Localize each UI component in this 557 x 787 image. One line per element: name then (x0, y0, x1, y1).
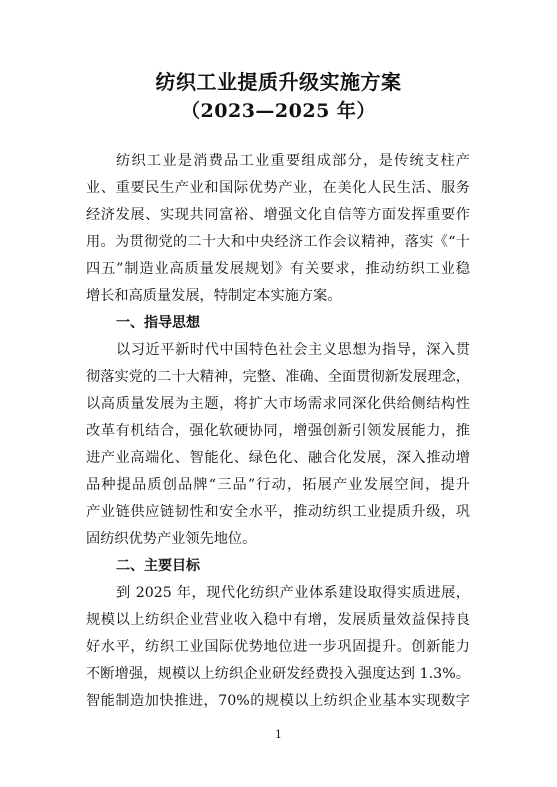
paragraph-line: 改革有机结合，强化软硬协同，增强创新引领发展能力，推 (86, 423, 470, 439)
paragraph-line: 好水平，纺织工业国际优势地位进一步巩固提升。创新能力 (86, 639, 470, 655)
paragraph-line: 纺织工业是消费品工业重要组成部分，是传统支柱产 (116, 153, 470, 169)
paragraph-line: 规模以上纺织企业营业收入稳中有增，发展质量效益保持良 (86, 612, 470, 628)
paragraph-line: 用。为贯彻党的二十大和中央经济工作会议精神，落实《“十 (86, 234, 470, 250)
paragraph-line: 四五”制造业高质量发展规划》有关要求，推动纺织工业稳 (86, 261, 470, 277)
paragraph-line: 增长和高质量发展，特制定本实施方案。 (86, 288, 342, 304)
paragraph-line: 品种提品质创品牌“三品”行动，拓展产业发展空间，提升 (86, 477, 470, 493)
paragraph-line: 固纺织优势产业领先地位。 (86, 531, 257, 547)
paragraph-line: 以高质量发展为主题，将扩大市场需求同深化供给侧结构性 (86, 396, 470, 412)
paragraph-line: 以习近平新时代中国特色社会主义思想为指导，深入贯 (116, 342, 470, 358)
paragraph-line: 产业链供应链韧性和安全水平，推动纺织工业提质升级，巩 (86, 504, 470, 520)
document-title: 纺织工业提质升级实施方案 (155, 70, 402, 94)
paragraph-line: 不断增强，规模以上纺织企业研发经费投入强度达到 1.3%。 (86, 666, 470, 682)
paragraph-line: 智能制造加快推进，70%的规模以上纺织企业基本实现数字 (86, 693, 470, 709)
paragraph-line: 经济发展、实现共同富裕、增强文化自信等方面发挥重要作 (86, 207, 470, 223)
page-number: 1 (275, 728, 282, 741)
section-heading: 一、指导思想 (116, 315, 200, 331)
document-subtitle: （2023—2025 年） (181, 100, 376, 122)
paragraph-line: 业、重要民生产业和国际优势产业，在美化人民生活、服务 (86, 180, 470, 196)
paragraph-line: 到 2025 年，现代化纺织产业体系建设取得实质进展， (116, 585, 470, 601)
section-heading: 二、主要目标 (116, 558, 200, 574)
paragraph-line: 进产业高端化、智能化、绿色化、融合化发展，深入推动增 (86, 450, 470, 466)
paragraph-line: 彻落实党的二十大精神，完整、准确、全面贯彻新发展理念， (86, 369, 470, 385)
